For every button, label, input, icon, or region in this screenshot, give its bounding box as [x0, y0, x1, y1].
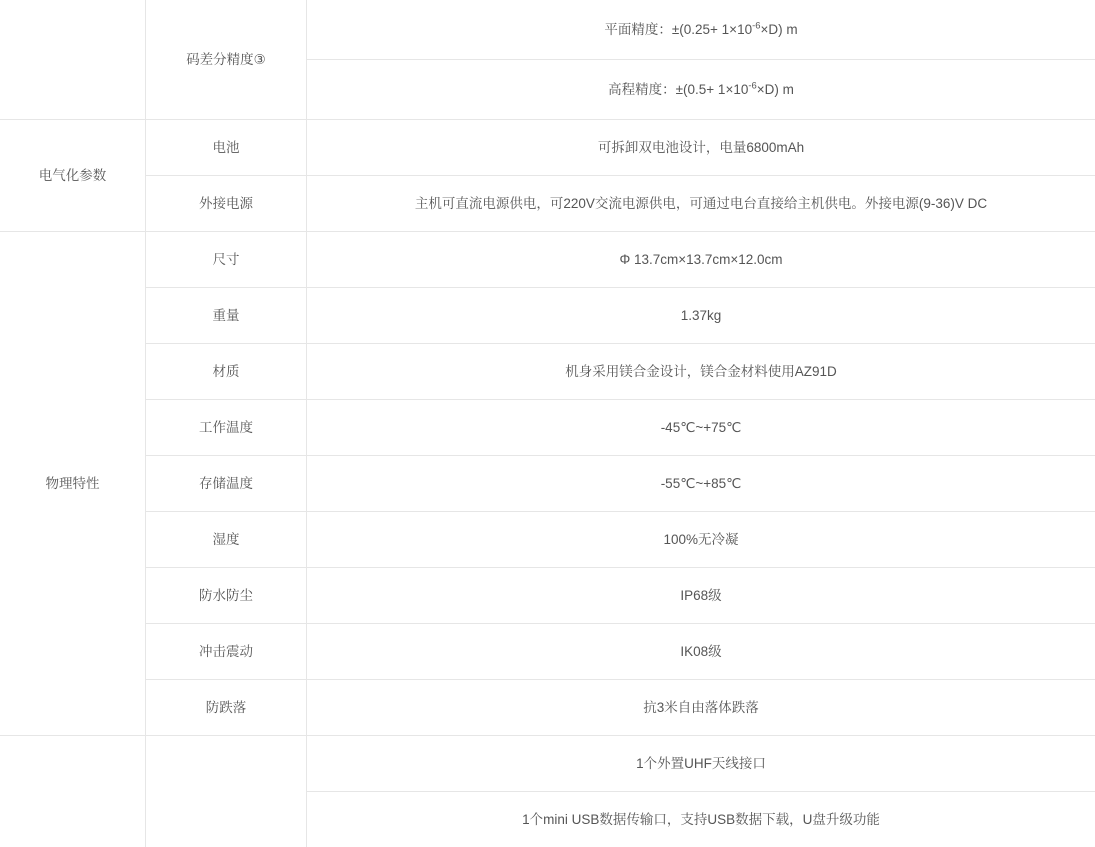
param-cell-battery: 电池: [146, 120, 307, 176]
table-row: [0, 0, 1095, 60]
table-row: [0, 120, 1095, 176]
table-row: [0, 568, 1095, 624]
table-row: [0, 512, 1095, 568]
value-cell-material: 机身采用镁合金设计，镁合金材料使用AZ91D: [307, 344, 1095, 400]
param-cell-empty-interfaces: [146, 736, 307, 847]
height-accuracy-prefix: 高程精度：±(0.5+ 1×10: [608, 82, 748, 97]
group-cell-physical: 物理特性: [0, 232, 146, 736]
value-cell-battery: 可拆卸双电池设计，电量6800mAh: [307, 120, 1095, 176]
table-row: [0, 456, 1095, 512]
group-cell-empty-interfaces: [0, 736, 146, 847]
table-row: [0, 288, 1095, 344]
param-cell-waterproof: 防水防尘: [146, 568, 307, 624]
param-cell-accuracy: 码差分精度③: [146, 0, 307, 120]
table-row: [0, 400, 1095, 456]
param-cell-drop: 防跌落: [146, 680, 307, 736]
param-cell-store-temp: 存储温度: [146, 456, 307, 512]
param-cell-humidity: 湿度: [146, 512, 307, 568]
height-accuracy-exponent: -6: [748, 80, 756, 91]
value-cell-shock: IK08级: [307, 624, 1095, 680]
param-cell-external-power: 外接电源: [146, 176, 307, 232]
group-cell-electrical: 电气化参数: [0, 120, 146, 232]
value-cell-usb-interface: 1个mini USB数据传输口，支持USB数据下载，U盘升级功能: [307, 792, 1095, 847]
height-accuracy-suffix: ×D) m: [757, 82, 794, 97]
value-cell-work-temp: -45℃~+75℃: [307, 400, 1095, 456]
value-cell-store-temp: -55℃~+85℃: [307, 456, 1095, 512]
value-cell-weight: 1.37kg: [307, 288, 1095, 344]
value-cell-height-accuracy: [307, 60, 1095, 120]
value-cell-uhf-interface: 1个外置UHF天线接口: [307, 736, 1095, 792]
value-cell-waterproof: IP68级: [307, 568, 1095, 624]
table-row: [0, 344, 1095, 400]
value-cell-external-power: 主机可直流电源供电，可220V交流电源供电，可通过电台直接给主机供电。外接电源(9-36)V DC: [307, 176, 1095, 232]
param-cell-size: 尺寸: [146, 232, 307, 288]
table-row: [0, 680, 1095, 736]
table-row: [0, 736, 1095, 792]
param-cell-shock: 冲击震动: [146, 624, 307, 680]
plane-accuracy-exponent: -6: [752, 20, 760, 31]
param-cell-work-temp: 工作温度: [146, 400, 307, 456]
value-cell-drop: 抗3米自由落体跌落: [307, 680, 1095, 736]
value-cell-humidity: 100%无冷凝: [307, 512, 1095, 568]
plane-accuracy-suffix: ×D) m: [761, 22, 798, 37]
group-cell-empty: [0, 0, 146, 120]
value-cell-size: Φ 13.7cm×13.7cm×12.0cm: [307, 232, 1095, 288]
plane-accuracy-prefix: 平面精度：±(0.25+ 1×10: [604, 22, 752, 37]
table-row: [0, 232, 1095, 288]
param-cell-material: 材质: [146, 344, 307, 400]
value-cell-plane-accuracy: [307, 0, 1095, 60]
table-row: [0, 176, 1095, 232]
param-cell-weight: 重量: [146, 288, 307, 344]
table-row: [0, 624, 1095, 680]
